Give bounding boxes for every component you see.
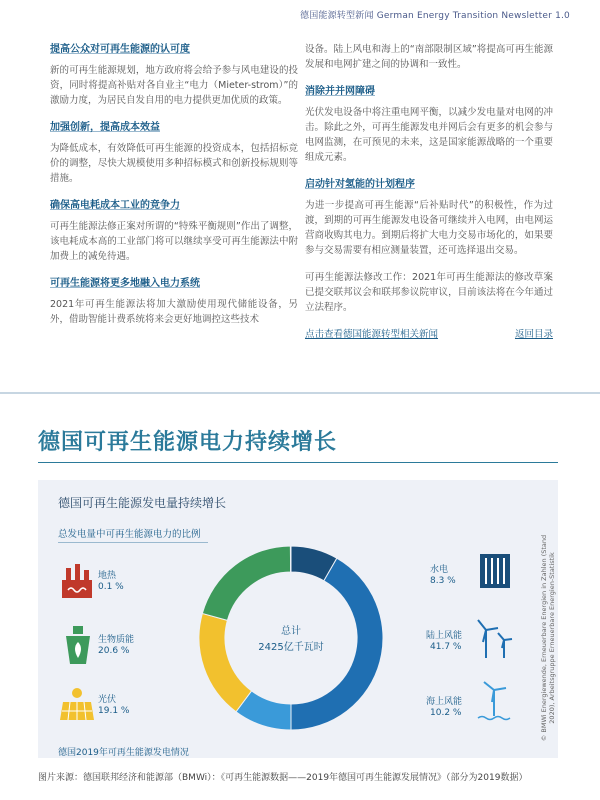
- donut-slice-2: [199, 613, 252, 711]
- section-6: [305, 177, 553, 258]
- onshore-wind-label: 陆上风能: [426, 631, 463, 641]
- more-news-link[interactable]: 点击查看德国能源转型相关新闻: [305, 329, 439, 340]
- section-2: [50, 120, 298, 186]
- section-heading: 提高公众对可再生能源的认可度: [50, 44, 190, 55]
- hydropower-icon: [478, 552, 512, 592]
- hydro-value: 8.3 %: [430, 576, 456, 586]
- back-to-contents-link[interactable]: 返回目录: [514, 329, 553, 340]
- chart-caption: 德国2019年可再生能源发电情况: [58, 748, 189, 758]
- section-5: [305, 84, 553, 165]
- left-column: [50, 42, 298, 339]
- section-heading: 加强创新，提高成本效益: [50, 122, 160, 133]
- section-body: 光伏发电设备中将注重电网平衡，以减少发电量对电网的冲击。除此之外，可再生能源发电并网后会有更多的机会参与电网监测，在可预见的未来，这是国家能源战略的一个重要组成元素。: [305, 107, 553, 163]
- image-credit: © BMWi Energiewende, Erneuerbare Energien in Zahlen (Stand 2020), Arbeitsgruppe Erneuerbare Energien-Statistik: [540, 534, 556, 742]
- section-body: 为降低成本，有效降低可再生能源的投资成本，包括招标竞价的调整，尽快大规模使用多种招标模式和创新投标规则等措施。: [50, 143, 298, 184]
- section-body: 2021年可再生能源法将加大激励使用现代储能设备，另外，借助智能计费系统将来会更好地调控这些技术: [50, 299, 298, 325]
- solar-panel-icon: [60, 686, 94, 724]
- donut-slice-1: [202, 546, 290, 620]
- infographic-title: 德国可再生能源发电量持续增长: [58, 496, 227, 510]
- hydro-label: 水电: [430, 565, 449, 575]
- donut-center-value: 2425亿千瓦时: [258, 642, 324, 653]
- offshore-wind-label: 海上风能: [426, 697, 463, 707]
- section-body: 设备。陆上风电和海上的“南部限制区域”将提高可再生能源发展和电网扩建之间的协调和一致性。: [305, 44, 553, 70]
- onshore-wind-turbine-icon: [474, 616, 514, 660]
- image-source: 图片来源：德国联邦经济和能源部（BMWi）：《可再生能源数据——2019年德国可再生能源发展情况》（部分为2019数据）: [38, 773, 528, 783]
- title-underline: [38, 462, 558, 463]
- section-1: [50, 42, 298, 108]
- offshore-wind-turbine-icon: [474, 678, 514, 722]
- donut-center-label: 总计: [281, 626, 301, 637]
- solar-value: 19.1 %: [98, 706, 130, 716]
- donut-chart: [191, 538, 391, 738]
- right-column: [305, 42, 553, 343]
- donut-slice-0: [290, 546, 291, 572]
- link-row: [305, 327, 553, 343]
- biomass-value: 20.6 %: [98, 646, 130, 656]
- section-3: [50, 198, 298, 264]
- section-body: 新的可再生能源规划，地方政府将会给予参与风电建设的投资，同时将提高补贴对各自业主“电力（Mieter-strom）”的激励力度，为居民自发自用的电力提供更加优质的政策。: [50, 65, 298, 106]
- biomass-icon: [62, 626, 94, 666]
- geothermal-value: 0.1 %: [98, 582, 124, 592]
- page-title: 德国可再生能源电力持续增长: [38, 430, 338, 455]
- section-heading: 确保高电耗成本工业的竞争力: [50, 200, 180, 211]
- geothermal-label: 地热: [98, 571, 117, 581]
- newsletter-header: 德国能源转型新闻 German Energy Transition Newsletter 1.0: [300, 11, 570, 21]
- biomass-label: 生物质能: [98, 635, 135, 645]
- section-body: 可再生能源法修改工作：2021年可再生能源法的修改草案已提交联邦议会和联邦参议院审议，目前该法将在今年通过立法程序。: [305, 272, 553, 313]
- subtitle-underline: [58, 542, 208, 543]
- solar-label: 光伏: [98, 695, 117, 705]
- onshore-wind-value: 41.7 %: [430, 642, 462, 652]
- section-heading: 消除并并网障碍: [305, 86, 375, 97]
- section-body: 可再生能源法修正案对所谓的“特殊平衡规则”作出了调整，该电耗成本高的工业部门将可以继续享受可再生能源法中附加费上的减免待遇。: [50, 221, 298, 262]
- section-4: [50, 276, 298, 327]
- infographic-panel: [38, 480, 558, 758]
- offshore-wind-value: 10.2 %: [430, 708, 462, 718]
- geothermal-icon: [60, 562, 94, 600]
- section-heading: 可再生能源将更多地融入电力系统: [50, 278, 200, 289]
- infographic-subtitle: 总发电量中可再生能源电力的比例: [58, 529, 201, 540]
- section-body: 为进一步提高可再生能源“后补贴时代”的积极性，作为过渡，到期的可再生能源发电设备可继续并入电网，由电网运营商收购其电力。到期后将扩大电力交易市场化的，如果要参与交易需要有相应测量装置，还可选择退出交易。: [305, 200, 553, 256]
- section-heading: 启动针对氢能的计划程序: [305, 179, 415, 190]
- section-divider: [0, 392, 600, 394]
